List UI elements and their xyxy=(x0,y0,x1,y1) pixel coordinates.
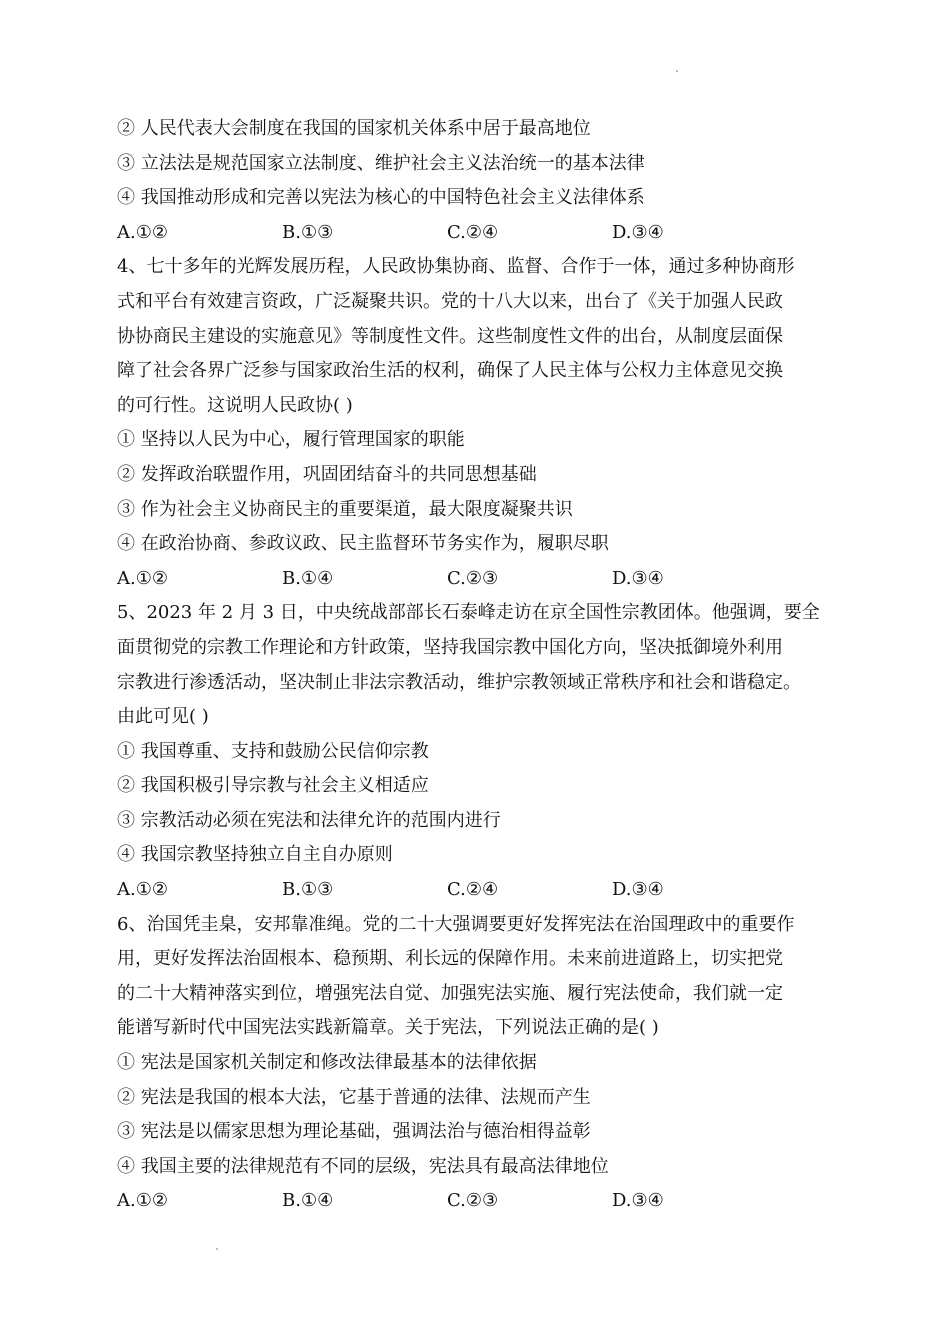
question-5 xyxy=(117,596,842,907)
choice-item: ① 宪法是国家机关制定和修改法律最基本的法律依据 xyxy=(117,1052,537,1074)
question-stem-line: 障了社会各界广泛参与国家政治生活的权利，确保了人民主体与公权力主体意见交换 xyxy=(117,360,783,382)
choice-item: ③ 宗教活动必须在宪法和法律允许的范围内进行 xyxy=(117,809,501,831)
option-a: A.①② xyxy=(117,567,168,589)
answer-options xyxy=(117,873,842,908)
question-stem-line: 5、2023 年 2 月 3 日，中央统战部部长石泰峰走访在京全国性宗教团体。他强调，要全 xyxy=(117,602,820,624)
scan-speck xyxy=(676,70,678,72)
exam-content xyxy=(117,112,842,1219)
option-d: D.③④ xyxy=(612,879,664,901)
option-c: C.②④ xyxy=(447,879,499,901)
choice-item: ③ 立法法是规范国家立法制度、维护社会主义法治统一的基本法律 xyxy=(117,152,645,174)
option-b: B.①③ xyxy=(282,879,334,901)
answer-options xyxy=(117,216,842,251)
option-b: B.①④ xyxy=(282,1190,334,1212)
question-stem-line: 面贯彻党的宗教工作理论和方针政策，坚持我国宗教中国化方向，坚决抵御境外利用 xyxy=(117,636,783,658)
question-stem-line: 的二十大精神落实到位，增强宪法自觉、加强宪法实施、履行宪法使命，我们就一定 xyxy=(117,982,783,1004)
choice-item: ① 我国尊重、支持和鼓励公民信仰宗教 xyxy=(117,740,429,762)
choice-item: ② 发挥政治联盟作用，巩固团结奋斗的共同思想基础 xyxy=(117,463,537,485)
choice-item: ③ 宪法是以儒家思想为理论基础，强调法治与德治相得益彰 xyxy=(117,1121,591,1143)
question-6 xyxy=(117,908,842,1219)
choice-item: ② 人民代表大会制度在我国的国家机关体系中居于最高地位 xyxy=(117,118,591,139)
choice-item: ④ 在政治协商、参政议政、民主监督环节务实作为，履职尽职 xyxy=(117,533,609,555)
scan-speck xyxy=(216,1248,218,1250)
choice-item: ② 宪法是我国的根本大法，它基于普通的法律、法规而产生 xyxy=(117,1086,591,1108)
choice-item: ② 我国积极引导宗教与社会主义相适应 xyxy=(117,775,429,797)
option-a: A.①② xyxy=(117,879,168,901)
question-stem-line: 宗教进行渗透活动，坚决制止非法宗教活动，维护宗教领域正常秩序和社会和谐稳定。 xyxy=(117,671,801,693)
question-stem-line: 用，更好发挥法治固根本、稳预期、利长远的保障作用。未来前进道路上，切实把党 xyxy=(117,948,783,970)
question-4 xyxy=(117,250,842,596)
answer-options xyxy=(117,1184,842,1219)
option-d: D.③④ xyxy=(612,1190,664,1212)
option-d: D.③④ xyxy=(612,221,664,243)
choice-item: ④ 我国宗教坚持独立自主自办原则 xyxy=(117,844,393,866)
question-stem-line: 能谱写新时代中国宪法实践新篇章。关于宪法，下列说法正确的是( ) xyxy=(117,1017,659,1039)
option-c: C.②③ xyxy=(447,567,499,589)
question-stem-line: 式和平台有效建言资政，广泛凝聚共识。党的十八大以来，出台了《关于加强人民政 xyxy=(117,290,783,312)
option-c: C.②③ xyxy=(447,1190,499,1212)
answer-options xyxy=(117,562,842,597)
question-stem-line: 4、七十多年的光辉发展历程，人民政协集协商、监督、合作于一体，通过多种协商形 xyxy=(117,256,795,278)
choice-item: ④ 我国推动形成和完善以宪法为核心的中国特色社会主义法律体系 xyxy=(117,187,645,209)
option-b: B.①④ xyxy=(282,567,334,589)
question-stem-line: 协协商民主建设的实施意见》等制度性文件。这些制度性文件的出台，从制度层面保 xyxy=(117,325,783,347)
choice-item: ③ 作为社会主义协商民主的重要渠道，最大限度凝聚共识 xyxy=(117,498,573,520)
option-a: A.①② xyxy=(117,221,168,243)
question-stem-line: 6、治国凭圭臬，安邦靠准绳。党的二十大强调要更好发挥宪法在治国理政中的重要作 xyxy=(117,913,795,935)
question-stem-line: 由此可见( ) xyxy=(117,706,209,728)
option-d: D.③④ xyxy=(612,567,664,589)
choice-item: ① 坚持以人民为中心，履行管理国家的职能 xyxy=(117,429,465,451)
option-a: A.①② xyxy=(117,1190,168,1212)
choice-item: ④ 我国主要的法律规范有不同的层级，宪法具有最高法律地位 xyxy=(117,1155,609,1177)
option-b: B.①③ xyxy=(282,221,334,243)
question-3-tail xyxy=(117,112,842,250)
option-c: C.②④ xyxy=(447,221,499,243)
question-stem-line: 的可行性。这说明人民政协( ) xyxy=(117,394,353,416)
